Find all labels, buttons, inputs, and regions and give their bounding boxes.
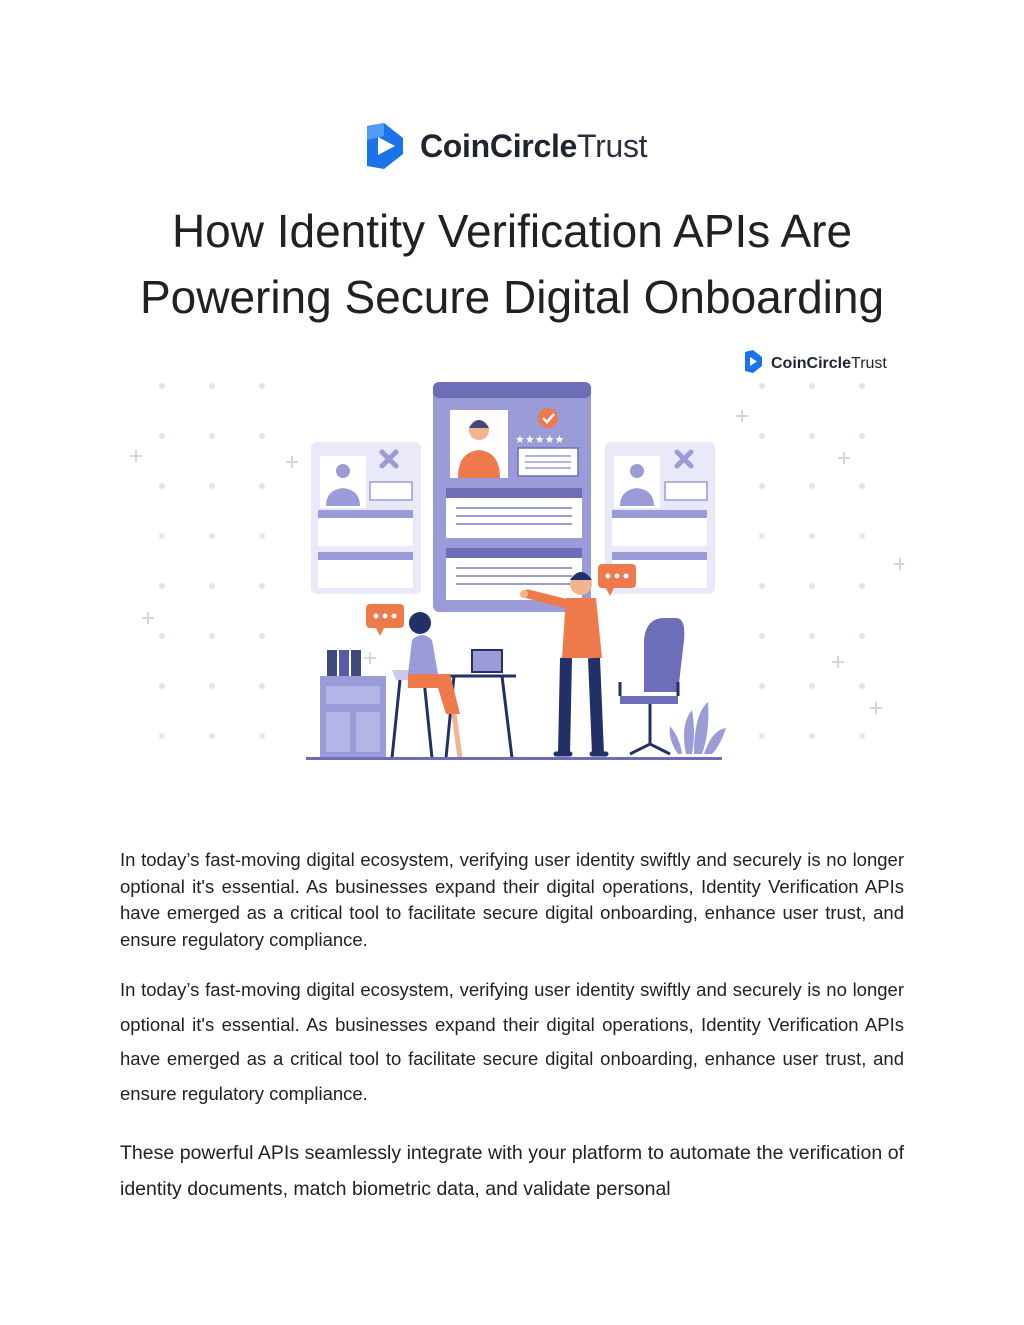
dot [259,583,265,589]
dot [159,633,165,639]
dot [759,383,765,389]
hero-illustration [120,340,904,780]
dot [259,733,265,739]
dot [759,633,765,639]
dot [859,733,865,739]
dot [809,383,815,389]
dot [809,733,815,739]
dot [759,533,765,539]
dot [809,533,815,539]
dot [859,383,865,389]
dot [209,383,215,389]
brand-logo [362,120,647,172]
dot [159,433,165,439]
standing-man [520,572,606,754]
brand-mark-icon [362,122,408,170]
brand-name: CoinCircleTrust [420,127,648,164]
dot [859,533,865,539]
dot [859,433,865,439]
dot [209,533,215,539]
dot [159,683,165,689]
svg-text:CoinCircleTrust: CoinCircleTrust [771,355,887,372]
title-line-1: How Identity Verification APIs Are [171,205,853,257]
floor-line [306,757,722,760]
dot [209,433,215,439]
hero-brand-logo [745,350,887,373]
dot [159,383,165,389]
dot [159,583,165,589]
plant-icon [670,702,726,754]
page-title [60,198,964,330]
repeated-paragraph: In today’s fast-moving digital ecosystem, verifying user identity swiftly and securely is no longer optional it's essential. As businesses expand their digital operations, Identity Verification APIs have emerged as a critical tool to facilitate secure digital onboarding, enhance user trust, and ensure regulatory compliance. [120,979,904,1104]
dot [859,583,865,589]
dot [259,433,265,439]
dot [859,483,865,489]
dot [259,533,265,539]
dot [159,533,165,539]
dot [159,483,165,489]
profile-card-center [433,382,591,612]
dot [759,583,765,589]
dot [759,433,765,439]
dot [259,483,265,489]
dot [809,483,815,489]
apis-paragraph: These powerful APIs seamlessly integrate with your platform to automate the verification of identity documents, match biometric data, and validate personal [120,1142,904,1200]
dot [759,483,765,489]
dot [259,683,265,689]
dot [209,483,215,489]
dot [209,733,215,739]
dot [759,683,765,689]
dot [809,633,815,639]
dot [859,683,865,689]
dot [209,583,215,589]
dot [259,633,265,639]
dot [209,633,215,639]
dot [209,683,215,689]
svg-text:★★★★★: ★★★★★ [515,433,565,446]
dot [809,433,815,439]
dot [809,583,815,589]
intro-paragraph: In today’s fast-moving digital ecosystem, verifying user identity swiftly and securely is no longer optional it's essential. As businesses expand their digital operations, Identity Verification APIs have emerged as a critical tool to facilitate secure digital onboarding, enhance user trust, and ensure regulatory compliance. [120,849,904,951]
dot [759,733,765,739]
dot [259,383,265,389]
cabinet-icon [320,650,386,758]
dot [859,633,865,639]
profile-card-left [311,442,421,594]
woman-at-desk [392,612,516,758]
dot [809,683,815,689]
dot [159,733,165,739]
title-line-2: Powering Secure Digital Onboarding [139,271,885,323]
